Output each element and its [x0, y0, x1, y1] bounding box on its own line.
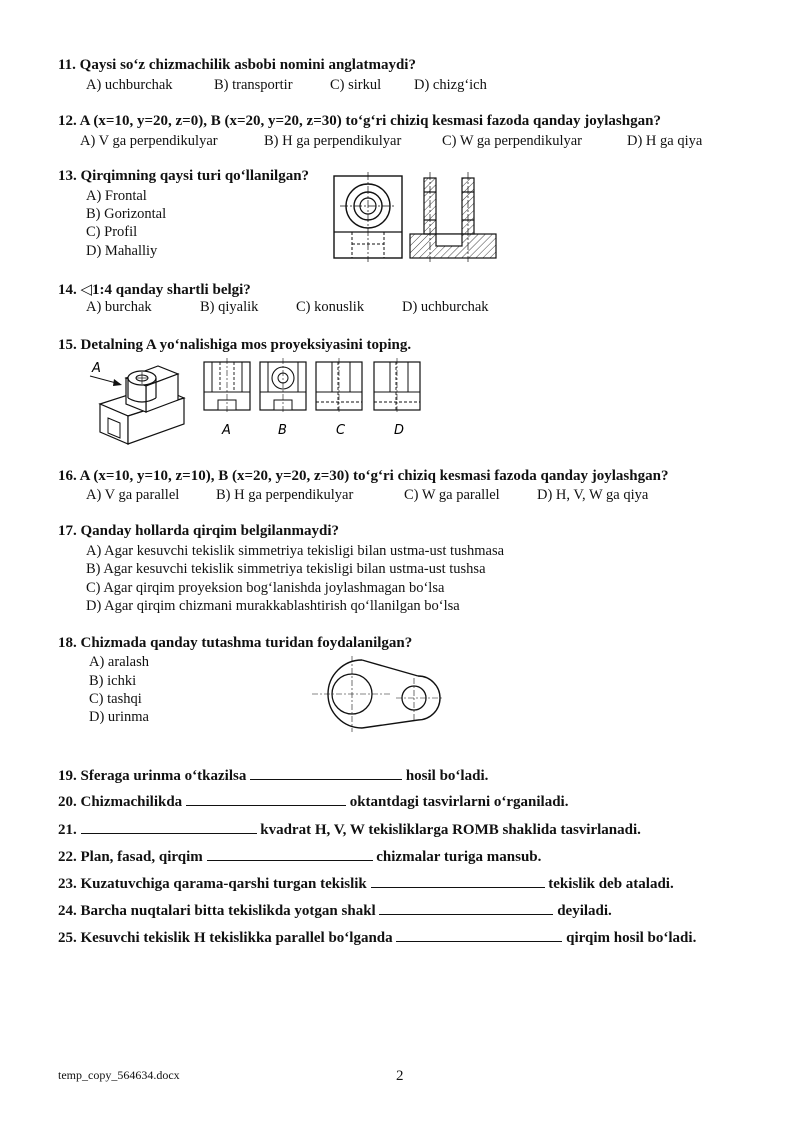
- q16-option-d: D) H, V, W ga qiya: [537, 487, 649, 503]
- question-25: 25. Kesuvchi tekislik H tekislikka parallel bo‘lganda qirqim hosil bo‘ladi.: [58, 927, 696, 947]
- q11-option-c: C) sirkul: [330, 77, 382, 93]
- q14-option-c: C) konuslik: [296, 299, 365, 315]
- isometric-part-drawing: [86, 358, 190, 450]
- direction-arrow-label: A: [92, 361, 101, 376]
- footer-filename: temp_copy_564634.docx: [58, 1068, 180, 1082]
- q13-option-a: A) Frontal: [86, 188, 147, 204]
- question-13: 13. Qirqimning qaysi turi qo‘llanilgan?: [58, 168, 310, 184]
- q12-option-c: C) W ga perpendikulyar: [442, 133, 582, 149]
- question-23: 23. Kuzatuvchiga qarama-qarshi turgan tekislik tekislik deb ataladi.: [58, 873, 674, 893]
- section-view-drawing: [330, 170, 500, 266]
- q17-option-c: C) Agar qirqim proyeksion bog‘lanishda joylashmagan bo‘lsa: [86, 580, 445, 596]
- question-12: 12. A (x=10, y=20, z=0), B (x=20, y=20, z=30) to‘g‘ri chiziq kesmasi fazoda qanday joylashgan?: [58, 113, 661, 129]
- q17-option-a: A) Agar kesuvchi tekislik simmetriya tekisligi bilan ustma-ust tushmasa: [86, 543, 505, 559]
- projection-options-drawing: [198, 358, 430, 438]
- q16-option-c: C) W ga parallel: [404, 487, 500, 503]
- question-19: 19. Sferaga urinma o‘tkazilsa hosil bo‘ladi.: [58, 765, 488, 785]
- q13-option-b: B) Gorizontal: [86, 206, 167, 222]
- projection-option-d: [374, 358, 420, 414]
- q18-option-a: A) aralash: [89, 654, 149, 670]
- question-14: 14. ◁1:4 qanday shartli belgi?: [58, 282, 251, 298]
- question-21: 21. kvadrat H, V, W tekisliklarga ROMB shaklida tasvirlanadi.: [58, 819, 641, 839]
- answer-blank-24[interactable]: [379, 900, 553, 915]
- q11-option-b: B) transportir: [214, 77, 293, 93]
- q18-option-c: C) tashqi: [89, 691, 142, 707]
- answer-blank-25[interactable]: [396, 927, 562, 942]
- projection-option-c: [316, 358, 362, 414]
- q11-option-a: A) uchburchak: [86, 77, 173, 93]
- q14-option-b: B) qiyalik: [200, 299, 259, 315]
- q14-option-d: D) uchburchak: [402, 299, 489, 315]
- question-16: 16. A (x=10, y=10, z=10), B (x=20, y=20, z=30) to‘g‘ri chiziq kesmasi fazoda qanday joylashgan?: [58, 468, 669, 484]
- projection-label-a: A: [222, 423, 231, 438]
- q13-option-c: C) Profil: [86, 224, 138, 240]
- q12-option-a: A) V ga perpendikulyar: [80, 133, 218, 149]
- projection-label-c: C: [336, 423, 346, 438]
- projection-label-b: B: [278, 423, 287, 438]
- q16-option-b: B) H ga perpendikulyar: [216, 487, 354, 503]
- answer-blank-19[interactable]: [250, 765, 402, 780]
- answer-blank-22[interactable]: [207, 846, 373, 861]
- q11-option-d: D) chizg‘ich: [414, 77, 487, 93]
- tangent-connection-drawing: [310, 656, 446, 732]
- q12-option-b: B) H ga perpendikulyar: [264, 133, 402, 149]
- q17-option-b: B) Agar kesuvchi tekislik simmetriya tekisligi bilan ustma-ust tushsa: [86, 561, 486, 577]
- q18-option-b: B) ichki: [89, 673, 137, 689]
- q12-option-d: D) H ga qiya: [627, 133, 703, 149]
- q17-option-d: D) Agar qirqim chizmani murakkablashtirish qo‘llanilgan bo‘lsa: [86, 598, 460, 614]
- question-20: 20. Chizmachilikda oktantdagi tasvirlarni o‘rganiladi.: [58, 791, 568, 811]
- q18-option-d: D) urinma: [89, 709, 149, 725]
- question-15: 15. Detalning A yo‘nalishiga mos proyeksiyasini toping.: [58, 337, 412, 353]
- question-11: 11. Qaysi so‘z chizmachilik asbobi nomini anglatmaydi?: [58, 57, 416, 73]
- projection-option-b: [260, 358, 306, 414]
- q14-option-a: A) burchak: [86, 299, 152, 315]
- page-number: 2: [396, 1068, 404, 1084]
- answer-blank-21[interactable]: [81, 819, 257, 834]
- q13-option-d: D) Mahalliy: [86, 243, 158, 259]
- q16-option-a: A) V ga parallel: [86, 487, 180, 503]
- projection-option-a: [204, 358, 250, 414]
- question-22: 22. Plan, fasad, qirqim chizmalar turiga mansub.: [58, 846, 541, 866]
- question-24: 24. Barcha nuqtalari bitta tekislikda yotgan shakl deyiladi.: [58, 900, 612, 920]
- answer-blank-20[interactable]: [186, 791, 346, 806]
- question-18: 18. Chizmada qanday tutashma turidan foydalanilgan?: [58, 635, 413, 651]
- question-17: 17. Qanday hollarda qirqim belgilanmaydi?: [58, 523, 340, 539]
- answer-blank-23[interactable]: [371, 873, 545, 888]
- projection-label-d: D: [394, 423, 405, 438]
